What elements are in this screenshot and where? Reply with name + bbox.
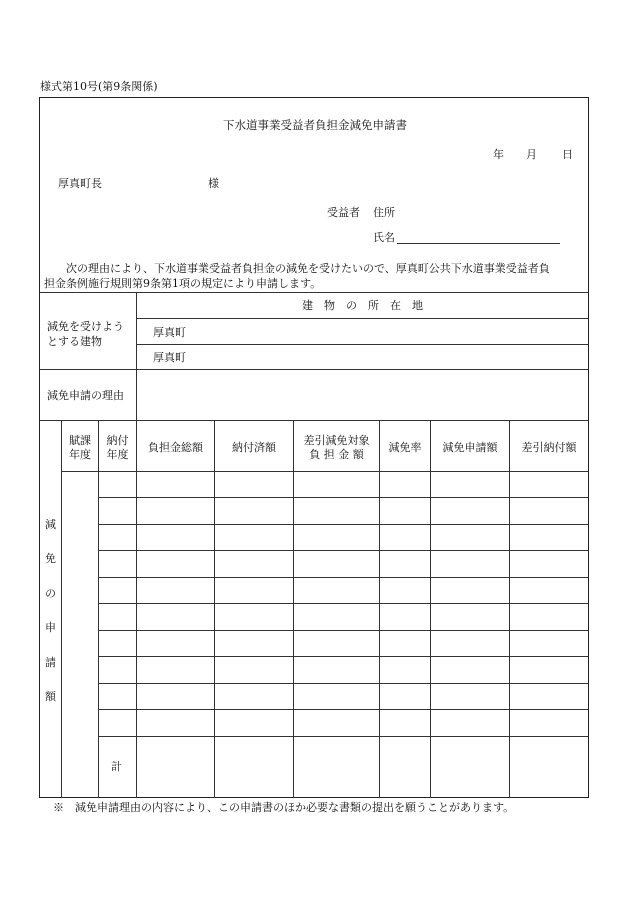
table-row-line xyxy=(98,656,588,657)
table-total-row-line xyxy=(98,736,588,737)
target-header-line-1: 差引減免対象 xyxy=(303,434,370,447)
table-row-line xyxy=(98,630,588,631)
form-title: 下水道事業受益者負担金減免申請書 xyxy=(223,118,407,132)
levy-year-header-line-1: 賦課 xyxy=(69,434,91,447)
levy-year-header xyxy=(62,434,98,462)
rate-header: 減免率 xyxy=(388,441,422,454)
target-header-line-2: 負 担 金 額 xyxy=(309,448,364,461)
total-burden-column-divider xyxy=(214,420,215,798)
levy-year-header-line-2: 年度 xyxy=(69,448,91,461)
side-label-divider xyxy=(61,420,62,798)
table-row-line xyxy=(98,577,588,578)
location-header: 建 物 の 所 在 地 xyxy=(302,299,423,312)
table-row-line xyxy=(98,709,588,710)
label-column-divider xyxy=(136,292,137,798)
requested-header: 減免申請額 xyxy=(442,441,498,454)
table-header-bottom-line xyxy=(62,471,588,472)
table-row-line xyxy=(98,524,588,525)
requested-column-divider xyxy=(509,420,510,798)
side-label-char: 申 xyxy=(45,621,56,634)
reason-label: 減免申請の理由 xyxy=(47,389,124,402)
intro-text-line-1: 次の理由により、下水道事業受益者負担金の減免を受けたいので、厚真町公共下水道事業受益者負 xyxy=(66,262,550,275)
address-label: 住所 xyxy=(373,206,395,219)
date-day-label: 日 xyxy=(562,148,573,161)
net-due-header: 差引納付額 xyxy=(521,441,577,454)
total-row-label: 計 xyxy=(111,760,122,773)
addressee-honorific: 様 xyxy=(208,177,219,190)
applicant-role: 受益者 xyxy=(327,206,360,219)
table-row-line xyxy=(98,683,588,684)
name-signature-line[interactable] xyxy=(397,243,560,244)
target-header xyxy=(294,434,379,462)
side-label-char: の xyxy=(45,587,56,600)
table-row-line xyxy=(98,550,588,551)
side-label-char: 減 xyxy=(45,518,56,531)
date-year-label: 年 xyxy=(493,148,504,161)
building-label-line-1: 減免を受けよう xyxy=(47,320,124,333)
table-row-line xyxy=(98,497,588,498)
location-header-divider xyxy=(137,318,588,319)
reason-section-top-border xyxy=(40,369,588,370)
side-label-char: 請 xyxy=(45,656,56,669)
addressee-name: 厚真町長 xyxy=(58,177,102,190)
footnote: ※ 減免申請理由の内容により、この申請書のほか必要な書類の提出を願うことがあります。 xyxy=(53,801,515,814)
intro-text-line-2: 担金条例施行規則第9条第1項の規定により申請します。 xyxy=(44,277,322,290)
total-burden-header: 負担金総額 xyxy=(148,441,203,454)
building-location-row-2[interactable]: 厚真町 xyxy=(153,351,186,364)
table-row-line xyxy=(98,603,588,604)
building-section-top-border xyxy=(40,292,588,293)
rate-column-divider xyxy=(430,420,431,798)
building-location-row-1[interactable]: 厚真町 xyxy=(153,326,186,339)
location-row-divider xyxy=(137,344,588,345)
target-column-divider xyxy=(379,420,380,798)
name-label: 氏名 xyxy=(373,231,395,244)
date-month-label: 月 xyxy=(526,148,537,161)
paid-column-divider xyxy=(293,420,294,798)
payment-year-header-line-2: 年度 xyxy=(106,448,129,461)
payment-year-header xyxy=(99,434,136,462)
building-label-line-2: とする建物 xyxy=(47,335,102,348)
side-label-char: 免 xyxy=(45,552,56,565)
paid-header: 納付済額 xyxy=(232,441,276,454)
payment-year-header-line-1: 納付 xyxy=(106,434,129,447)
levy-year-column-divider xyxy=(98,420,99,798)
side-label-char: 額 xyxy=(45,690,56,703)
amount-section-top-border xyxy=(40,420,588,421)
form-number-label: 様式第10号(第9条関係) xyxy=(40,80,158,93)
